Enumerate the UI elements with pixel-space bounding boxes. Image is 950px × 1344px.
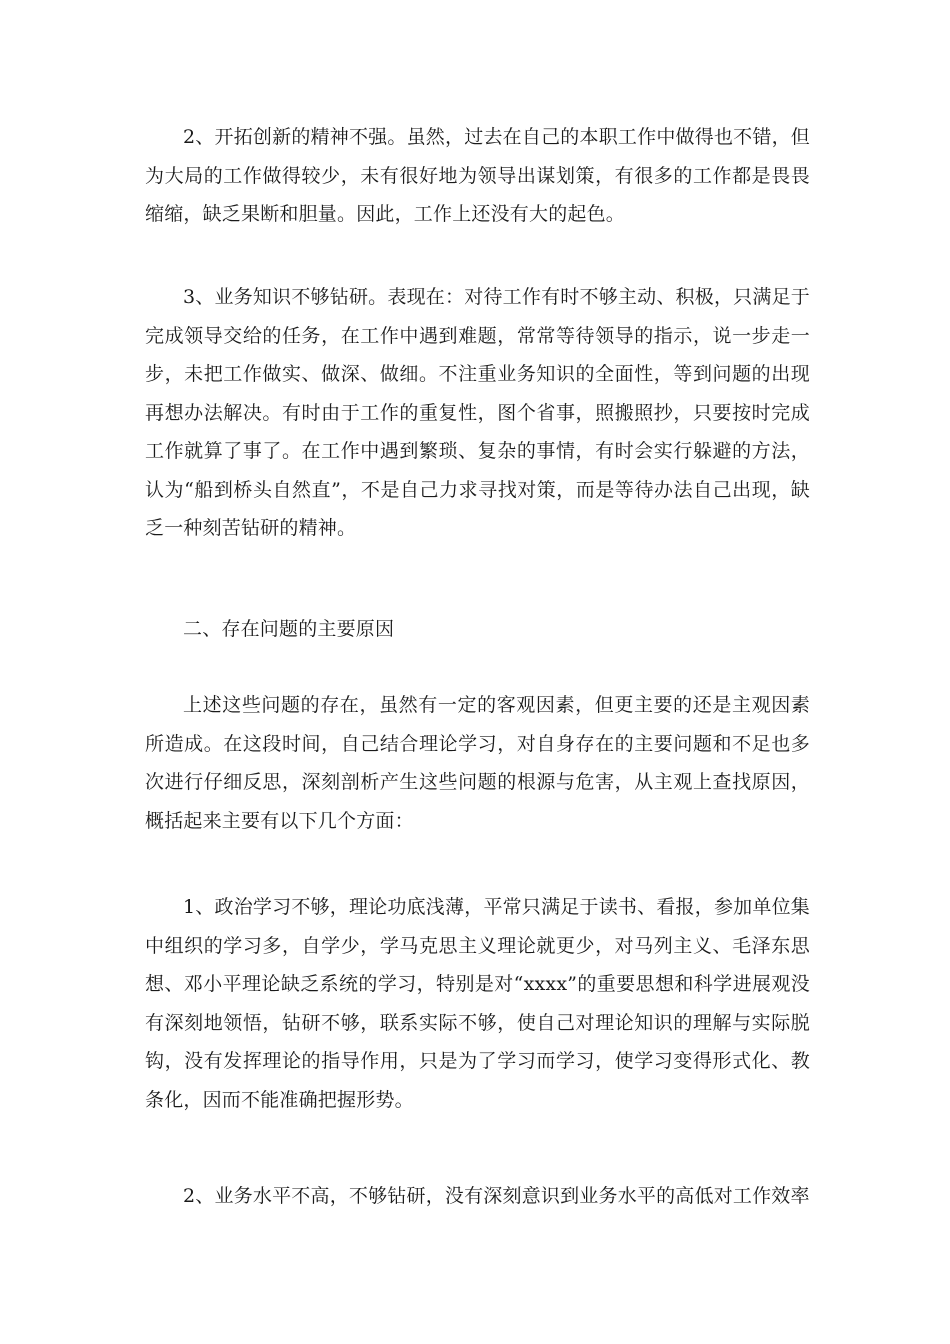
paragraph-causes-intro: 上述这些问题的存在，虽然有一定的客观因素，但更主要的还是主观因素所造成。在这段时间，自己结合理论学习，对自身存在的主要问题和不足也多次进行仔细反思，深刻剖析产生这些问题的根源与危害，从主观上查找原因，概括起来主要有以下几个方面： — [145, 694, 810, 832]
section-heading-main-causes: 二、存在问题的主要原因 — [183, 618, 395, 640]
paragraph-business-level: 2、业务水平不高，不够钻研，没有深刻意识到业务水平的高低对工作效率 — [183, 1185, 810, 1207]
paragraph-business-knowledge: 3、业务知识不够钻研。表现在：对待工作有时不够主动、积极，只满足于完成领导交给的任务，在工作中遇到难题，常常等待领导的指示，说一步走一步，未把工作做实、做深、做细。不注重业务知识的全面性，等到问题的出现再想办法解决。有时由于工作的重复性，图个省事，照搬照抄，只要按时完成工作就算了事了。在工作中遇到繁琐、复杂的事情，有时会实行躲避的方法，认为“船到桥头自然直”，不是自己力求寻找对策，而是等待办法自己出现，缺乏一种刻苦钻研的精神。 — [145, 286, 810, 539]
paragraph-political-study: 1、政治学习不够，理论功底浅薄，平常只满足于读书、看报，参加单位集中组织的学习多，自学少，学马克思主义理论就更少，对马列主义、毛泽东思想、邓小平理论缺乏系统的学习，特别是对“xxxx”的重要思想和科学进展观没有深刻地领悟，钻研不够，联系实际不够，使自己对理论知识的理解与实际脱钩，没有发挥理论的指导作用，只是为了学习而学习，使学习变得形式化、教条化，因而不能准确把握形势。 — [145, 896, 810, 1111]
paragraph-innovation-spirit: 2、开拓创新的精神不强。虽然，过去在自己的本职工作中做得也不错，但为大局的工作做得较少，未有很好地为领导出谋划策，有很多的工作都是畏畏缩缩，缺乏果断和胆量。因此，工作上还没有大的起色。 — [145, 126, 810, 225]
